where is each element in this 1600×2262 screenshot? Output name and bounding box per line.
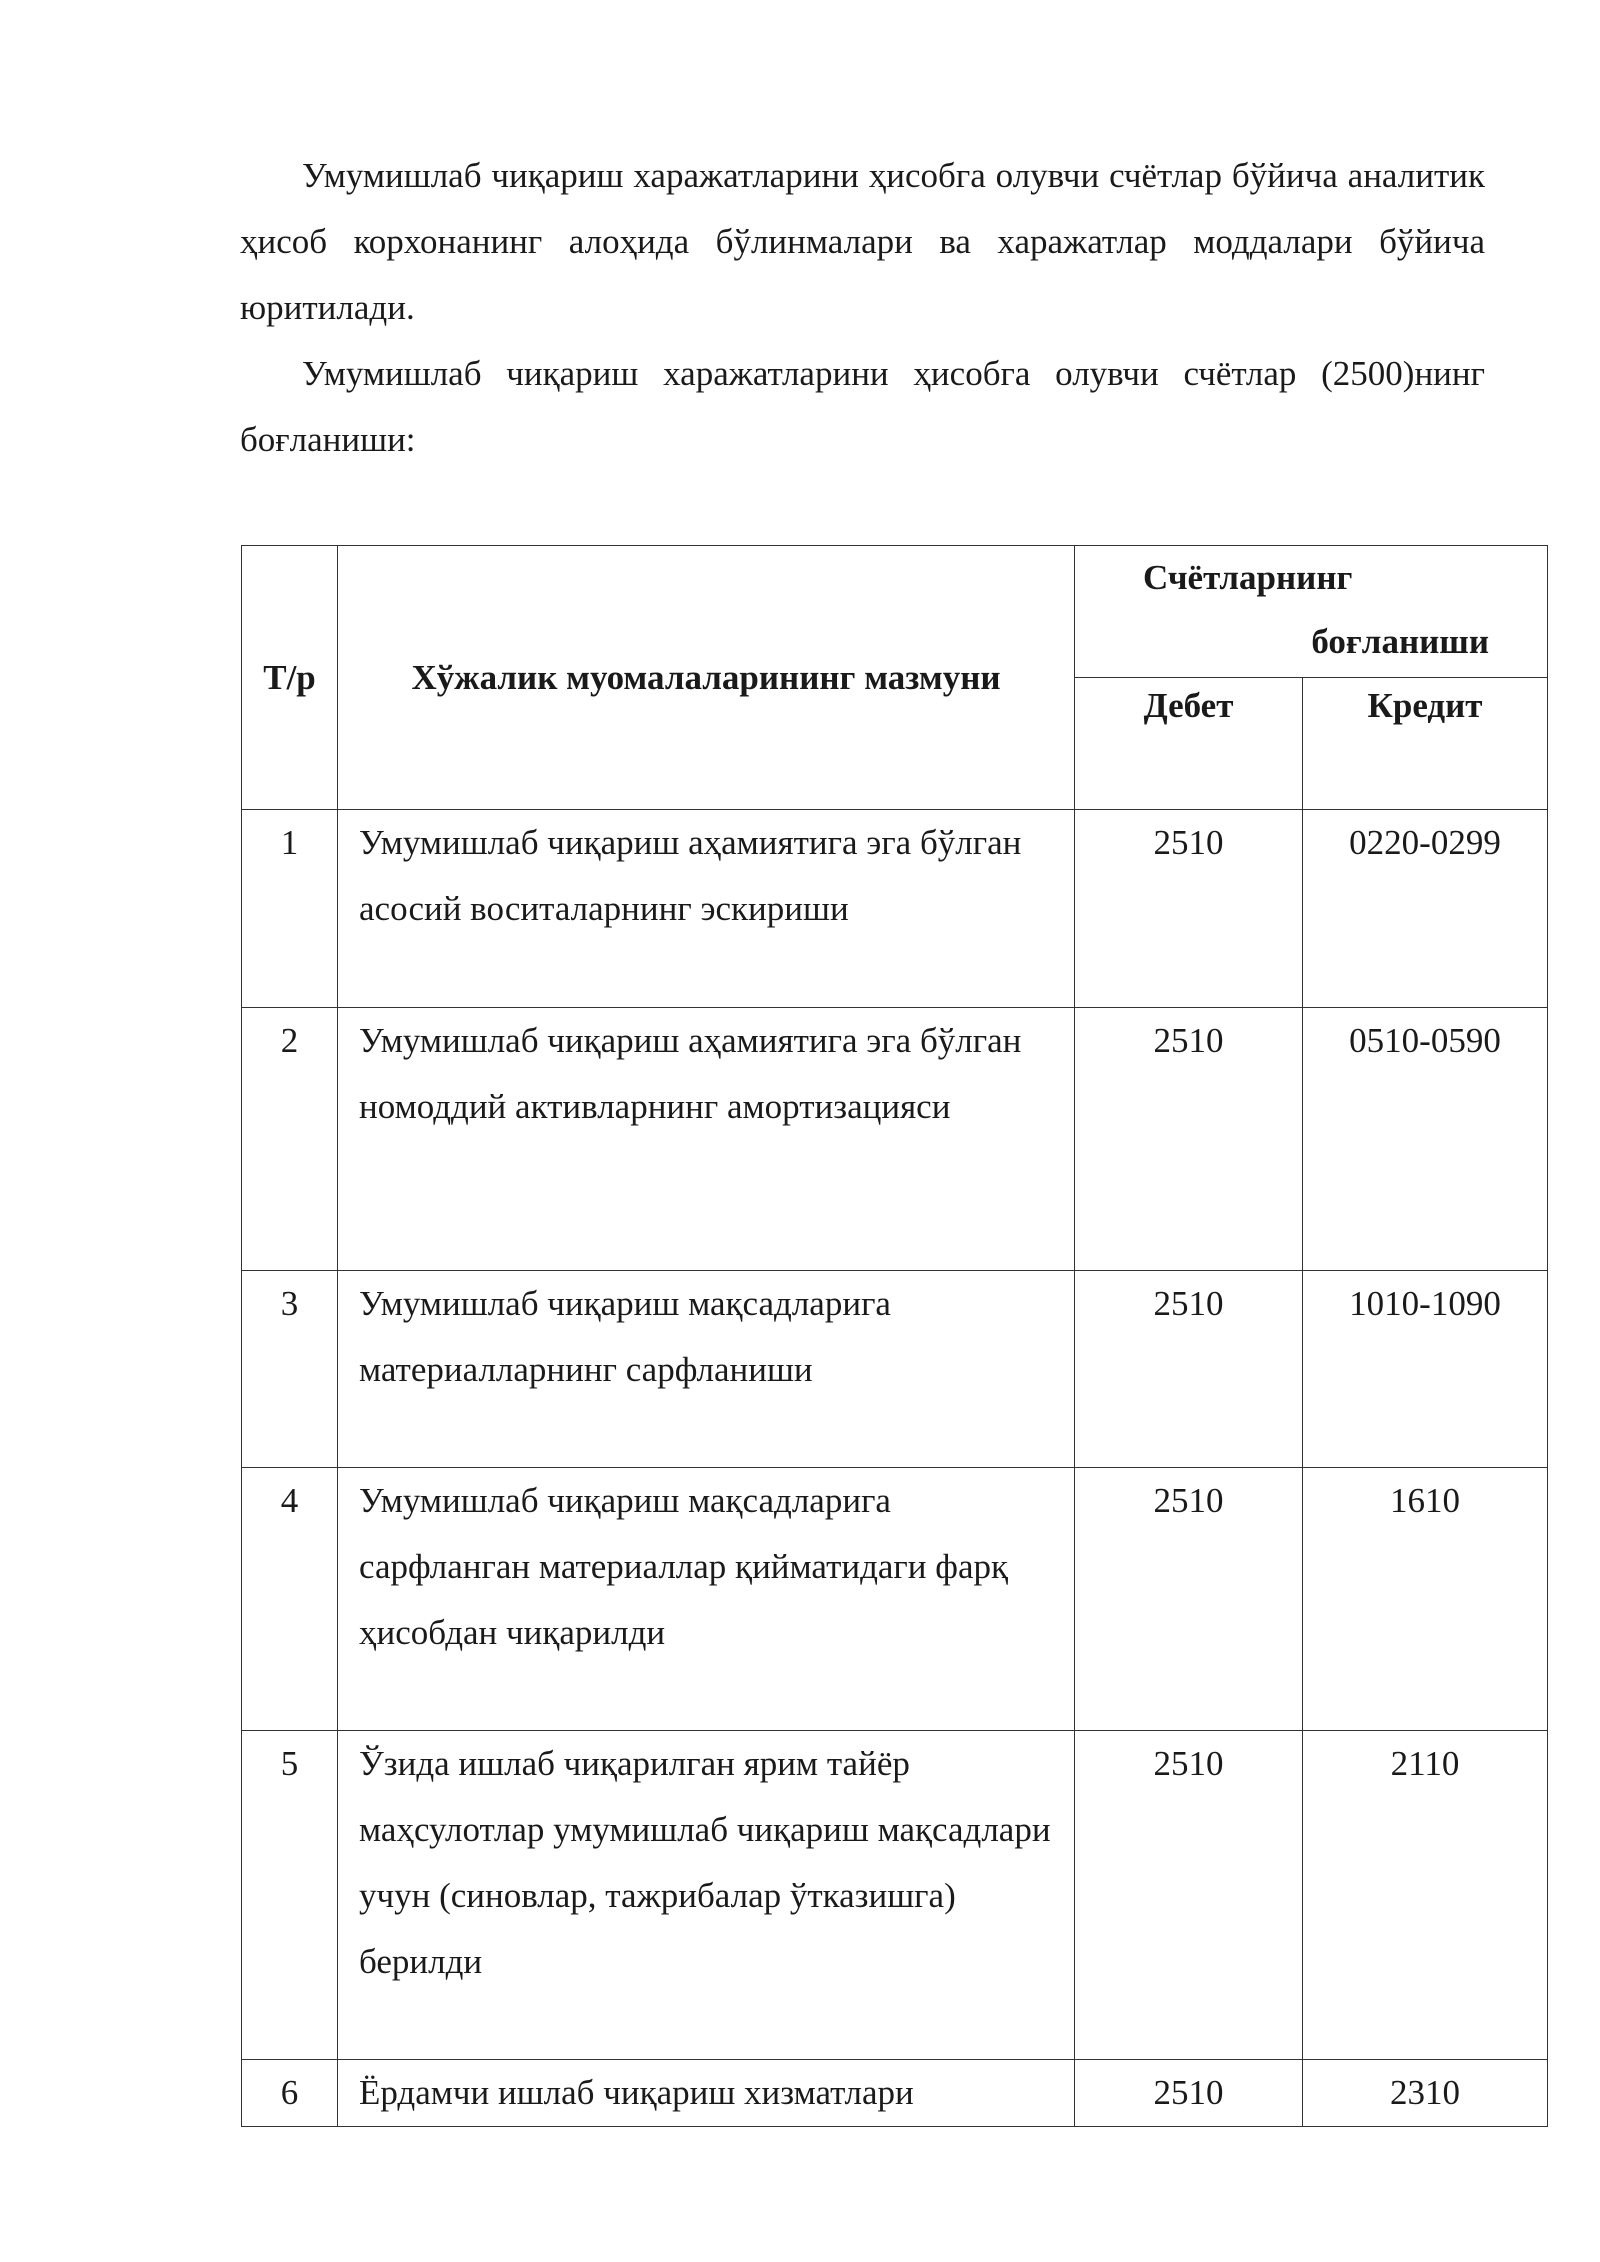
header-group-line2: боғланиши (1311, 622, 1489, 661)
row-debit: 2510 (1075, 810, 1303, 1008)
table-row (242, 2060, 1548, 2127)
row-number: 1 (242, 810, 338, 1008)
table-row (242, 1468, 1548, 1731)
table-row (242, 1008, 1548, 1271)
row-debit: 2510 (1075, 1271, 1303, 1468)
row-credit: 2110 (1303, 1731, 1548, 2060)
header-account-correspondence (1075, 546, 1548, 678)
header-credit: Кредит (1303, 678, 1548, 810)
table-row (242, 1271, 1548, 1468)
table-row (242, 810, 1548, 1008)
row-description: Ўзида ишлаб чиқарилган ярим тайёр маҳсулотлар умумишлаб чиқариш мақсадлари учун (синовлар, тажрибалар ўтказишга) берилди (338, 1731, 1075, 2060)
row-description: Умумишлаб чиқариш аҳамиятига эга бўлган асосий воситаларнинг эскириши (338, 810, 1075, 1008)
header-tp: Т/р (242, 546, 338, 810)
paragraph-account-correspondence: Умумишлаб чиқариш харажатларини ҳисобга олувчи счётлар (2500)нинг боғланиши: (240, 354, 1485, 459)
header-debit: Дебет (1075, 678, 1303, 810)
row-number: 6 (242, 2060, 338, 2127)
row-debit: 2510 (1075, 1008, 1303, 1271)
row-debit: 2510 (1075, 1468, 1303, 1731)
row-number: 4 (242, 1468, 338, 1731)
row-description: Умумишлаб чиқариш мақсадларига сарфланган материаллар қийматидаги фарқ ҳисобдан чиқарилди (338, 1468, 1075, 1731)
header-group-line1: Счётларнинг (1143, 558, 1353, 597)
row-number: 3 (242, 1271, 338, 1468)
table-row (242, 1731, 1548, 2060)
row-debit: 2510 (1075, 1731, 1303, 2060)
row-credit: 2310 (1303, 2060, 1548, 2127)
row-credit: 1010-1090 (1303, 1271, 1548, 1468)
row-description: Ёрдамчи ишлаб чиқариш хизматлари (338, 2060, 1075, 2127)
account-correspondence-table (241, 545, 1548, 2127)
row-description: Умумишлаб чиқариш мақсадларига материалларнинг сарфланиши (338, 1271, 1075, 1468)
row-description: Умумишлаб чиқариш аҳамиятига эга бўлган номоддий активларнинг амортизацияси (338, 1008, 1075, 1271)
row-number: 5 (242, 1731, 338, 2060)
row-credit: 0220-0299 (1303, 810, 1548, 1008)
row-credit: 0510-0590 (1303, 1008, 1548, 1271)
header-description: Хўжалик муомалаларининг мазмуни (338, 546, 1075, 810)
row-debit: 2510 (1075, 2060, 1303, 2127)
row-credit: 1610 (1303, 1468, 1548, 1731)
paragraph-analytic-accounting: Умумишлаб чиқариш харажатларини ҳисобга олувчи счётлар бўйича аналитик ҳисоб корхонанинг алоҳида бўлинмалари ва харажатлар моддалари бўйича юритилади. (240, 156, 1485, 327)
row-number: 2 (242, 1008, 338, 1271)
